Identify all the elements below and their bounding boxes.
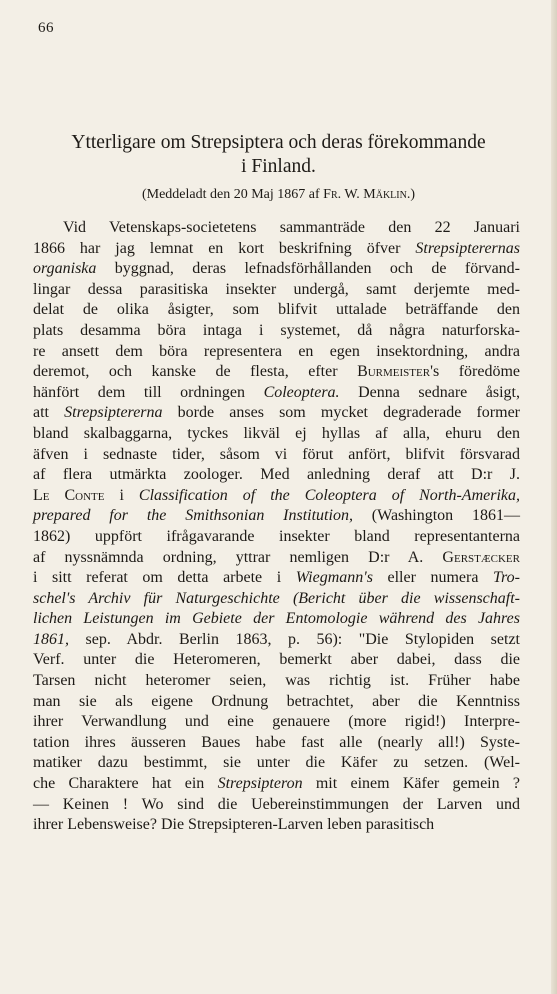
text-span: äfven i sednaste tider, såsom vi förut anfört, blifvit försvarad <box>33 445 520 463</box>
small-caps-name: Burmeister <box>357 363 431 381</box>
text-line <box>33 753 520 774</box>
italic-text: schel's Archiv für Naturgeschichte (Bericht über die wissenschaft- <box>33 589 520 607</box>
text-line <box>33 506 520 527</box>
text-line <box>33 383 520 404</box>
text-line <box>33 280 520 301</box>
text-span: Vid Vetenskaps-societetens sammanträde den 22 Januari <box>63 219 520 236</box>
text-line <box>33 630 520 651</box>
text-line <box>33 300 520 321</box>
text-line <box>33 774 520 795</box>
byline-author: Fr. W. Mäklin <box>323 187 407 202</box>
text-span: ihrer Lebensweise? Die Strepsipteren-Larven leben parasitisch <box>33 816 435 834</box>
text-span: ihrer Verwandlung und eine genauere (more rigid!) Interpre- <box>33 713 520 731</box>
text-line <box>33 321 520 342</box>
italic-text: lichen Leistungen im Gebiete der Entomologie während des Jahres <box>33 610 520 628</box>
text-span: Denna sednare åsigt, <box>339 383 521 401</box>
text-line <box>33 548 520 569</box>
italic-text: Strepsipterernas <box>415 239 520 257</box>
text-span: plats desamma böra intaga i systemet, då några naturforska- <box>33 321 520 339</box>
text-span: re ansett dem böra representera en egen insektordning, andra <box>33 342 520 360</box>
text-span: hänfört dem till ordningen <box>33 383 264 401</box>
text-line <box>33 259 520 280</box>
text-line <box>33 692 520 713</box>
text-span: af nyssnämnda ordning, yttrar nemligen D:r A. <box>33 548 443 566</box>
text-line <box>33 239 520 260</box>
title-line-1: Ytterligare om Strepsiptera och deras förekommande <box>71 132 486 153</box>
text-line <box>33 671 520 692</box>
text-span: Verf. unter die Heteromeren, bemerkt aber dabei, dass die <box>33 651 520 669</box>
text-span: i sitt referat om detta arbete i <box>33 569 296 587</box>
italic-text: Wiegmann's <box>295 569 373 587</box>
page-number: 66 <box>38 20 54 36</box>
byline-prefix: (Meddeladt den 20 Maj 1867 af <box>141 187 324 202</box>
text-span: borde anses som mycket degraderade former <box>162 404 520 422</box>
text-line <box>33 218 520 239</box>
italic-text: Coleoptera. <box>263 383 340 401</box>
text-span: — Keinen ! Wo sind die Uebereinstimmungen der Larven und <box>33 795 520 813</box>
text-span: Tarsen nicht heteromer seien, was richtig ist. Früher habe <box>33 672 520 690</box>
text-span: 's föredöme <box>430 363 520 381</box>
text-span: tation ihres äusseren Baues habe fast alle (nearly all!) Syste- <box>33 733 520 751</box>
text-span: sep. Abdr. Berlin 1863, p. 56): "Die Stylopiden setzt <box>69 630 520 648</box>
article-byline <box>0 187 557 203</box>
text-line <box>33 815 520 836</box>
text-span: mit einem Käfer gemein ? <box>302 775 520 793</box>
text-span: delat de olika åsigter, som blifvit uttalade beträffande den <box>33 301 520 319</box>
italic-text: organiska <box>33 260 97 278</box>
text-line <box>33 445 520 466</box>
text-span: man sie als eigene Ordnung betrachtet, aber die Kenntniss <box>33 692 520 710</box>
italic-text: Tro- <box>493 569 520 587</box>
text-line <box>33 527 520 548</box>
italic-text: Strepsiptererna <box>64 404 163 422</box>
title-line-2: i Finland. <box>241 156 316 177</box>
article-body <box>33 218 520 836</box>
italic-text: prepared for the Smithsonian Institution, <box>33 507 353 525</box>
article-title <box>0 131 557 179</box>
text-line <box>33 486 520 507</box>
italic-text: 1861, <box>33 630 69 648</box>
text-span: 1866 har jag lemnat en kort beskrifning öfver <box>33 239 416 257</box>
text-line <box>33 424 520 445</box>
text-span: byggnad, deras lefnadsförhållanden och de förvand- <box>96 260 520 278</box>
small-caps-name: Gerstæcker <box>442 548 520 566</box>
text-span: deremot, och kanske de flesta, efter <box>33 363 358 381</box>
text-span: eller numera <box>372 569 494 587</box>
text-line <box>33 362 520 383</box>
text-span: bland skalbaggarna, tyckes likväl ej hyllas af alla, ehuru den <box>33 424 520 442</box>
text-line <box>33 342 520 363</box>
italic-text: Strepsipteron <box>217 775 303 793</box>
text-span: i <box>104 486 139 504</box>
text-line <box>33 650 520 671</box>
text-span: att <box>33 404 65 422</box>
text-line <box>33 465 520 486</box>
text-line <box>33 403 520 424</box>
text-line <box>33 712 520 733</box>
text-line <box>33 609 520 630</box>
text-span: af flera utmärkta zoologer. Med anledning deraf att D:r J. <box>33 466 520 484</box>
text-line <box>33 795 520 816</box>
small-caps-name: Le Conte <box>33 486 105 504</box>
text-line <box>33 589 520 610</box>
text-span: 1862) uppfört ifrågavarande insekter bland representanterna <box>33 527 520 545</box>
text-line <box>33 568 520 589</box>
text-span: matiker dazu bestimmt, sie unter die Käfer zu setzen. (Wel- <box>33 754 520 772</box>
text-line <box>33 733 520 754</box>
byline-suffix: .) <box>406 187 416 202</box>
italic-text: Classification of the Coleoptera of North-Amerika, <box>138 486 520 504</box>
text-span: (Washington 1861— <box>352 507 520 525</box>
text-span: lingar dessa parasitiska insekter undergå, samt derjemte med- <box>33 280 520 298</box>
text-span: che Charaktere hat ein <box>33 775 218 793</box>
